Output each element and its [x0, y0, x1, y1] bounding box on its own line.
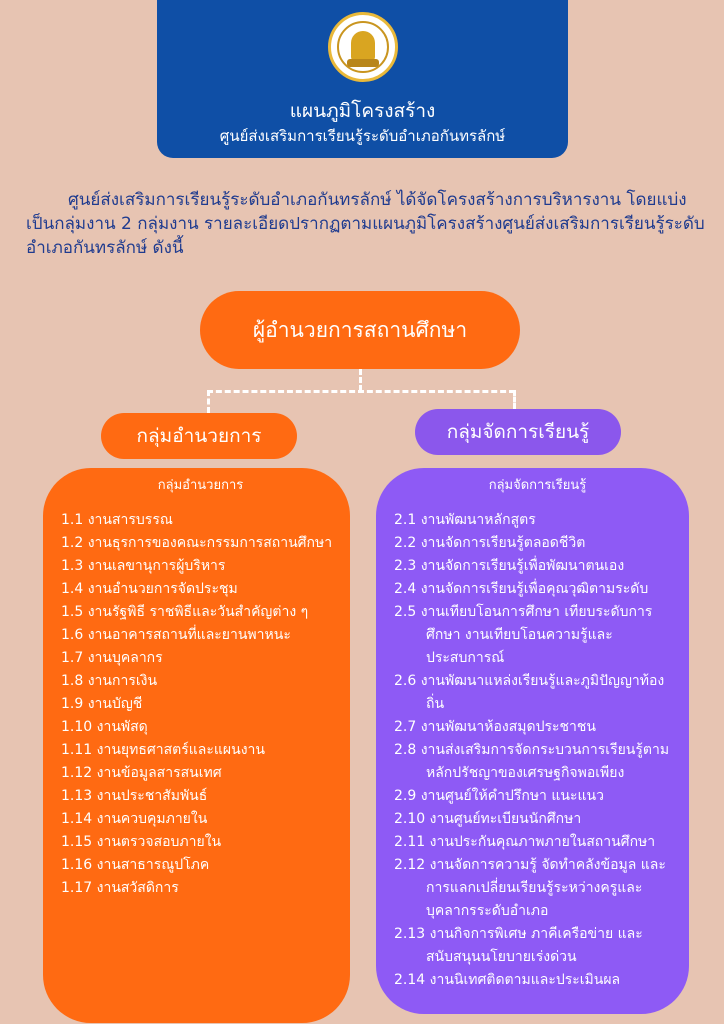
learning-task-item: 2.2 งานจัดการเรียนรู้ตลอดชีวิต: [394, 535, 586, 551]
connector-right-drop: [513, 390, 516, 409]
learning-task-item: 2.12 งานจัดการความรู้ จัดทำคลังข้อมูล และการแลกเปลี่ยนเรียนรู้ระหว่างครูและบุคลากรระดับอำเภอ: [394, 857, 666, 919]
learning-group-heading: กลุ่มจัดการเรียนรู้: [488, 478, 587, 493]
connector-horizontal: [207, 390, 515, 393]
admin-task-item: 1.7 งานบุคลากร: [61, 650, 163, 666]
organization-seal-logo: [328, 12, 398, 82]
admin-task-item: 1.10 งานพัสดุ: [61, 719, 148, 735]
admin-task-item: 1.13 งานประชาสัมพันธ์: [61, 788, 208, 804]
learning-group-panel: [376, 468, 689, 1014]
admin-group-heading: กลุ่มอำนวยการ: [157, 478, 244, 493]
learning-task-item: 2.9 งานศูนย์ให้คำปรึกษา แนะแนว: [394, 788, 604, 804]
admin-task-item: 1.1 งานสารบรรณ: [61, 512, 173, 528]
connector-left-drop: [207, 390, 210, 413]
admin-task-item: 1.17 งานสวัสดิการ: [61, 880, 179, 896]
admin-group-pill: กลุ่มอำนวยการ: [101, 413, 297, 459]
learning-task-item: 2.14 งานนิเทศติดตามและประเมินผล: [394, 972, 621, 988]
intro-paragraph: ศูนย์ส่งเสริมการเรียนรู้ระดับอำเภอกันทรลักษ์ ได้จัดโครงสร้างการบริหารงาน โดยแบ่งเป็นกลุ่มงาน 2 กลุ่มงาน รายละเอียดปรากฏตามแผนภูมิโครงสร้างศูนย์ส่งเสริมการเรียนรู้ระดับอำเภอกันทรลักษ์ ดังนี้: [26, 190, 705, 258]
learning-task-item: 2.7 งานพัฒนาห้องสมุดประชาชน: [394, 719, 596, 735]
admin-task-item: 1.9 งานบัญชี: [61, 696, 143, 712]
admin-task-item: 1.6 งานอาคารสถานที่และยานพาหนะ: [61, 627, 291, 643]
admin-task-item: 1.3 งานเลขานุการผู้บริหาร: [61, 558, 226, 574]
learning-task-item: 2.3 งานจัดการเรียนรู้เพื่อพัฒนาตนเอง: [394, 558, 625, 574]
admin-task-item: 1.12 งานข้อมูลสารสนเทศ: [61, 765, 222, 781]
learning-task-list: [394, 509, 681, 992]
learning-task-item: 2.13 งานกิจการพิเศษ ภาคีเครือข่าย และสนับสนุนนโยบายเร่งด่วน: [394, 926, 643, 965]
page-title: แผนภูมิโครงสร้าง: [289, 100, 436, 122]
connector-vertical-main: [359, 369, 362, 391]
admin-task-list: [61, 509, 340, 900]
learning-task-item: 2.4 งานจัดการเรียนรู้เพื่อคุณวุฒิตามระดับ: [394, 581, 649, 597]
admin-task-item: 1.8 งานการเงิน: [61, 673, 158, 689]
admin-task-item: 1.2 งานธุรการของคณะกรรมการสถานศึกษา: [61, 535, 333, 551]
admin-task-item: 1.15 งานตรวจสอบภายใน: [61, 834, 222, 850]
admin-task-item: 1.11 งานยุทธศาสตร์และแผนงาน: [61, 742, 265, 758]
header-banner: [157, 0, 568, 158]
learning-task-item: 2.6 งานพัฒนาแหล่งเรียนรู้และภูมิปัญญาท้องถิ่น: [394, 673, 665, 712]
admin-task-item: 1.4 งานอำนวยการจัดประชุม: [61, 581, 238, 597]
admin-task-item: 1.14 งานควบคุมภายใน: [61, 811, 208, 827]
director-node: ผู้อำนวยการสถานศึกษา: [200, 291, 520, 369]
admin-task-item: 1.16 งานสาธารณูปโภค: [61, 857, 210, 873]
learning-group-pill: กลุ่มจัดการเรียนรู้: [415, 409, 621, 455]
learning-task-item: 2.1 งานพัฒนาหลักสูตร: [394, 512, 536, 528]
admin-group-panel: [43, 468, 350, 1023]
learning-task-item: 2.11 งานประกันคุณภาพภายในสถานศึกษา: [394, 834, 656, 850]
page-subtitle: ศูนย์ส่งเสริมการเรียนรู้ระดับอำเภอกันทรลักษ์: [219, 127, 506, 145]
admin-task-item: 1.5 งานรัฐพิธี ราชพิธีและวันสำคัญต่าง ๆ: [61, 604, 309, 620]
learning-task-item: 2.8 งานส่งเสริมการจัดกระบวนการเรียนรู้ตามหลักปรัชญาของเศรษฐกิจพอเพียง: [394, 742, 670, 781]
learning-task-item: 2.5 งานเทียบโอนการศึกษา เทียบระดับการศึกษา งานเทียบโอนความรู้และประสบการณ์: [394, 604, 653, 666]
learning-task-item: 2.10 งานศูนย์ทะเบียนนักศึกษา: [394, 811, 582, 827]
